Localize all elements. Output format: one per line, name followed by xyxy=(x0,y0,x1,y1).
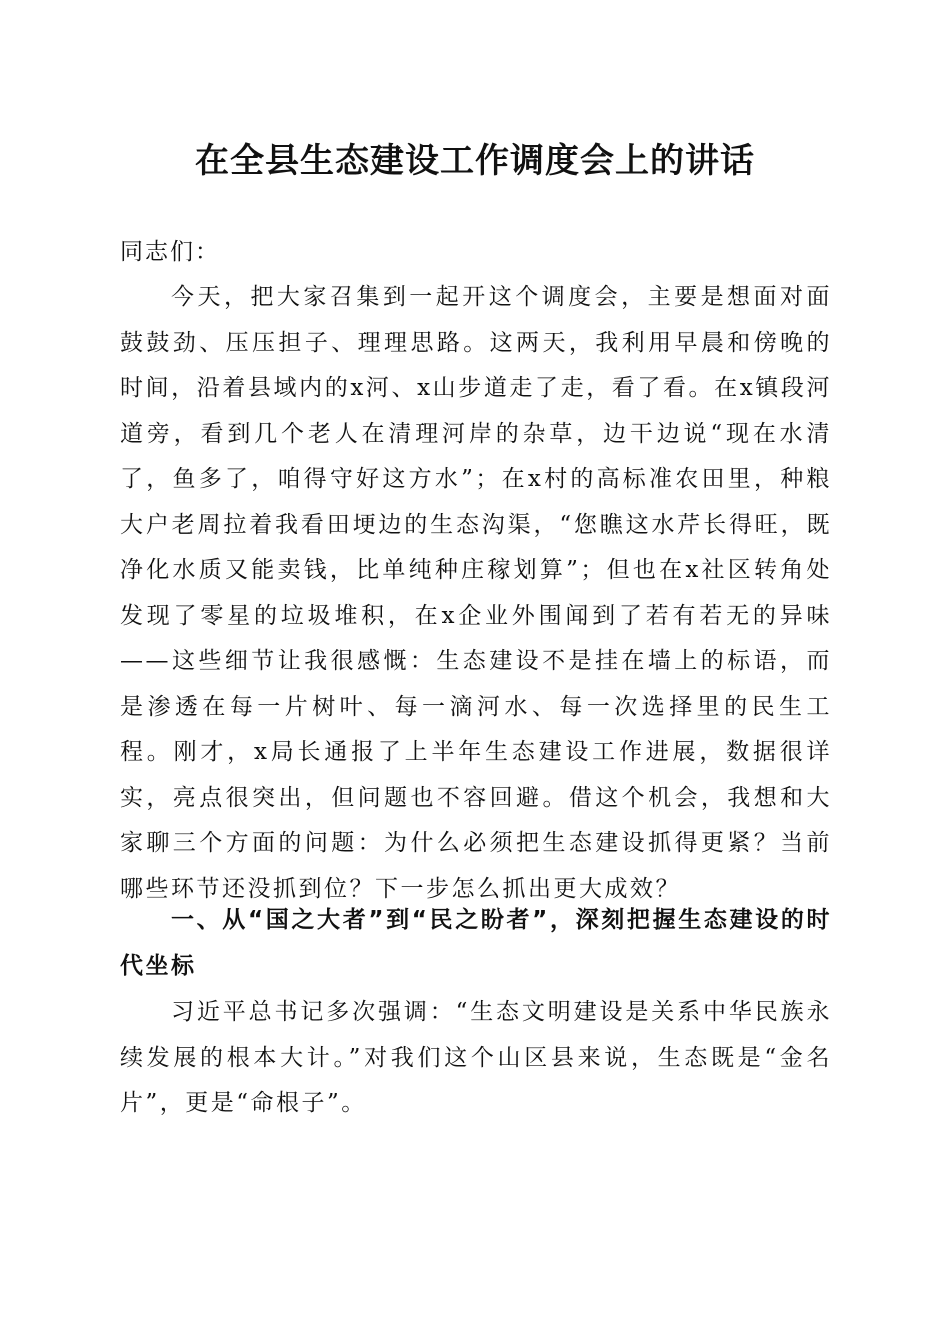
body-paragraph-2: 习近平总书记多次强调：“生态文明建设是关系中华民族永续发展的根本大计。”对我们这个山区县来说，生态既是“金名片”，更是“命根子”。 xyxy=(120,999,832,1116)
section-heading-1: 一、从“国之大者”到“民之盼者”，深刻把握生态建设的时代坐标 xyxy=(120,907,832,979)
document-title: 在全县生态建设工作调度会上的讲话 xyxy=(195,141,755,181)
salutation: 同志们： xyxy=(120,239,220,265)
body-paragraph-1: 今天，把大家召集到一起开这个调度会，主要是想面对面鼓鼓劲、压压担子、理理思路。这两天，我利用早晨和傍晚的时间，沿着县域内的x河、x山步道走了走，看了看。在x镇段河道旁，看到几个老人在清理河岸的杂草，边干边说“现在水清了，鱼多了，咱得守好这方水”；在x村的高标准农田里，种粮大户老周拉着我看田埂边的生态沟渠，“您瞧这水芹长得旺，既净化水质又能卖钱，比单纯种庄稼划算”；但也在x社区转角处发现了零星的垃圾堆积，在x企业外围闻到了若有若无的异味——这些细节让我很感慨：生态建设不是挂在墙上的标语，而是渗透在每一片树叶、每一滴河水、每一次选择里的民生工程。刚才，x局长通报了上半年生态建设工作进展，数据很详实，亮点很突出，但问题也不容回避。借这个机会，我想和大家聊三个方面的问题：为什么必须把生态建设抓得更紧？当前哪些环节还没抓到位？下一步怎么抓出更大成效？ xyxy=(120,284,832,902)
